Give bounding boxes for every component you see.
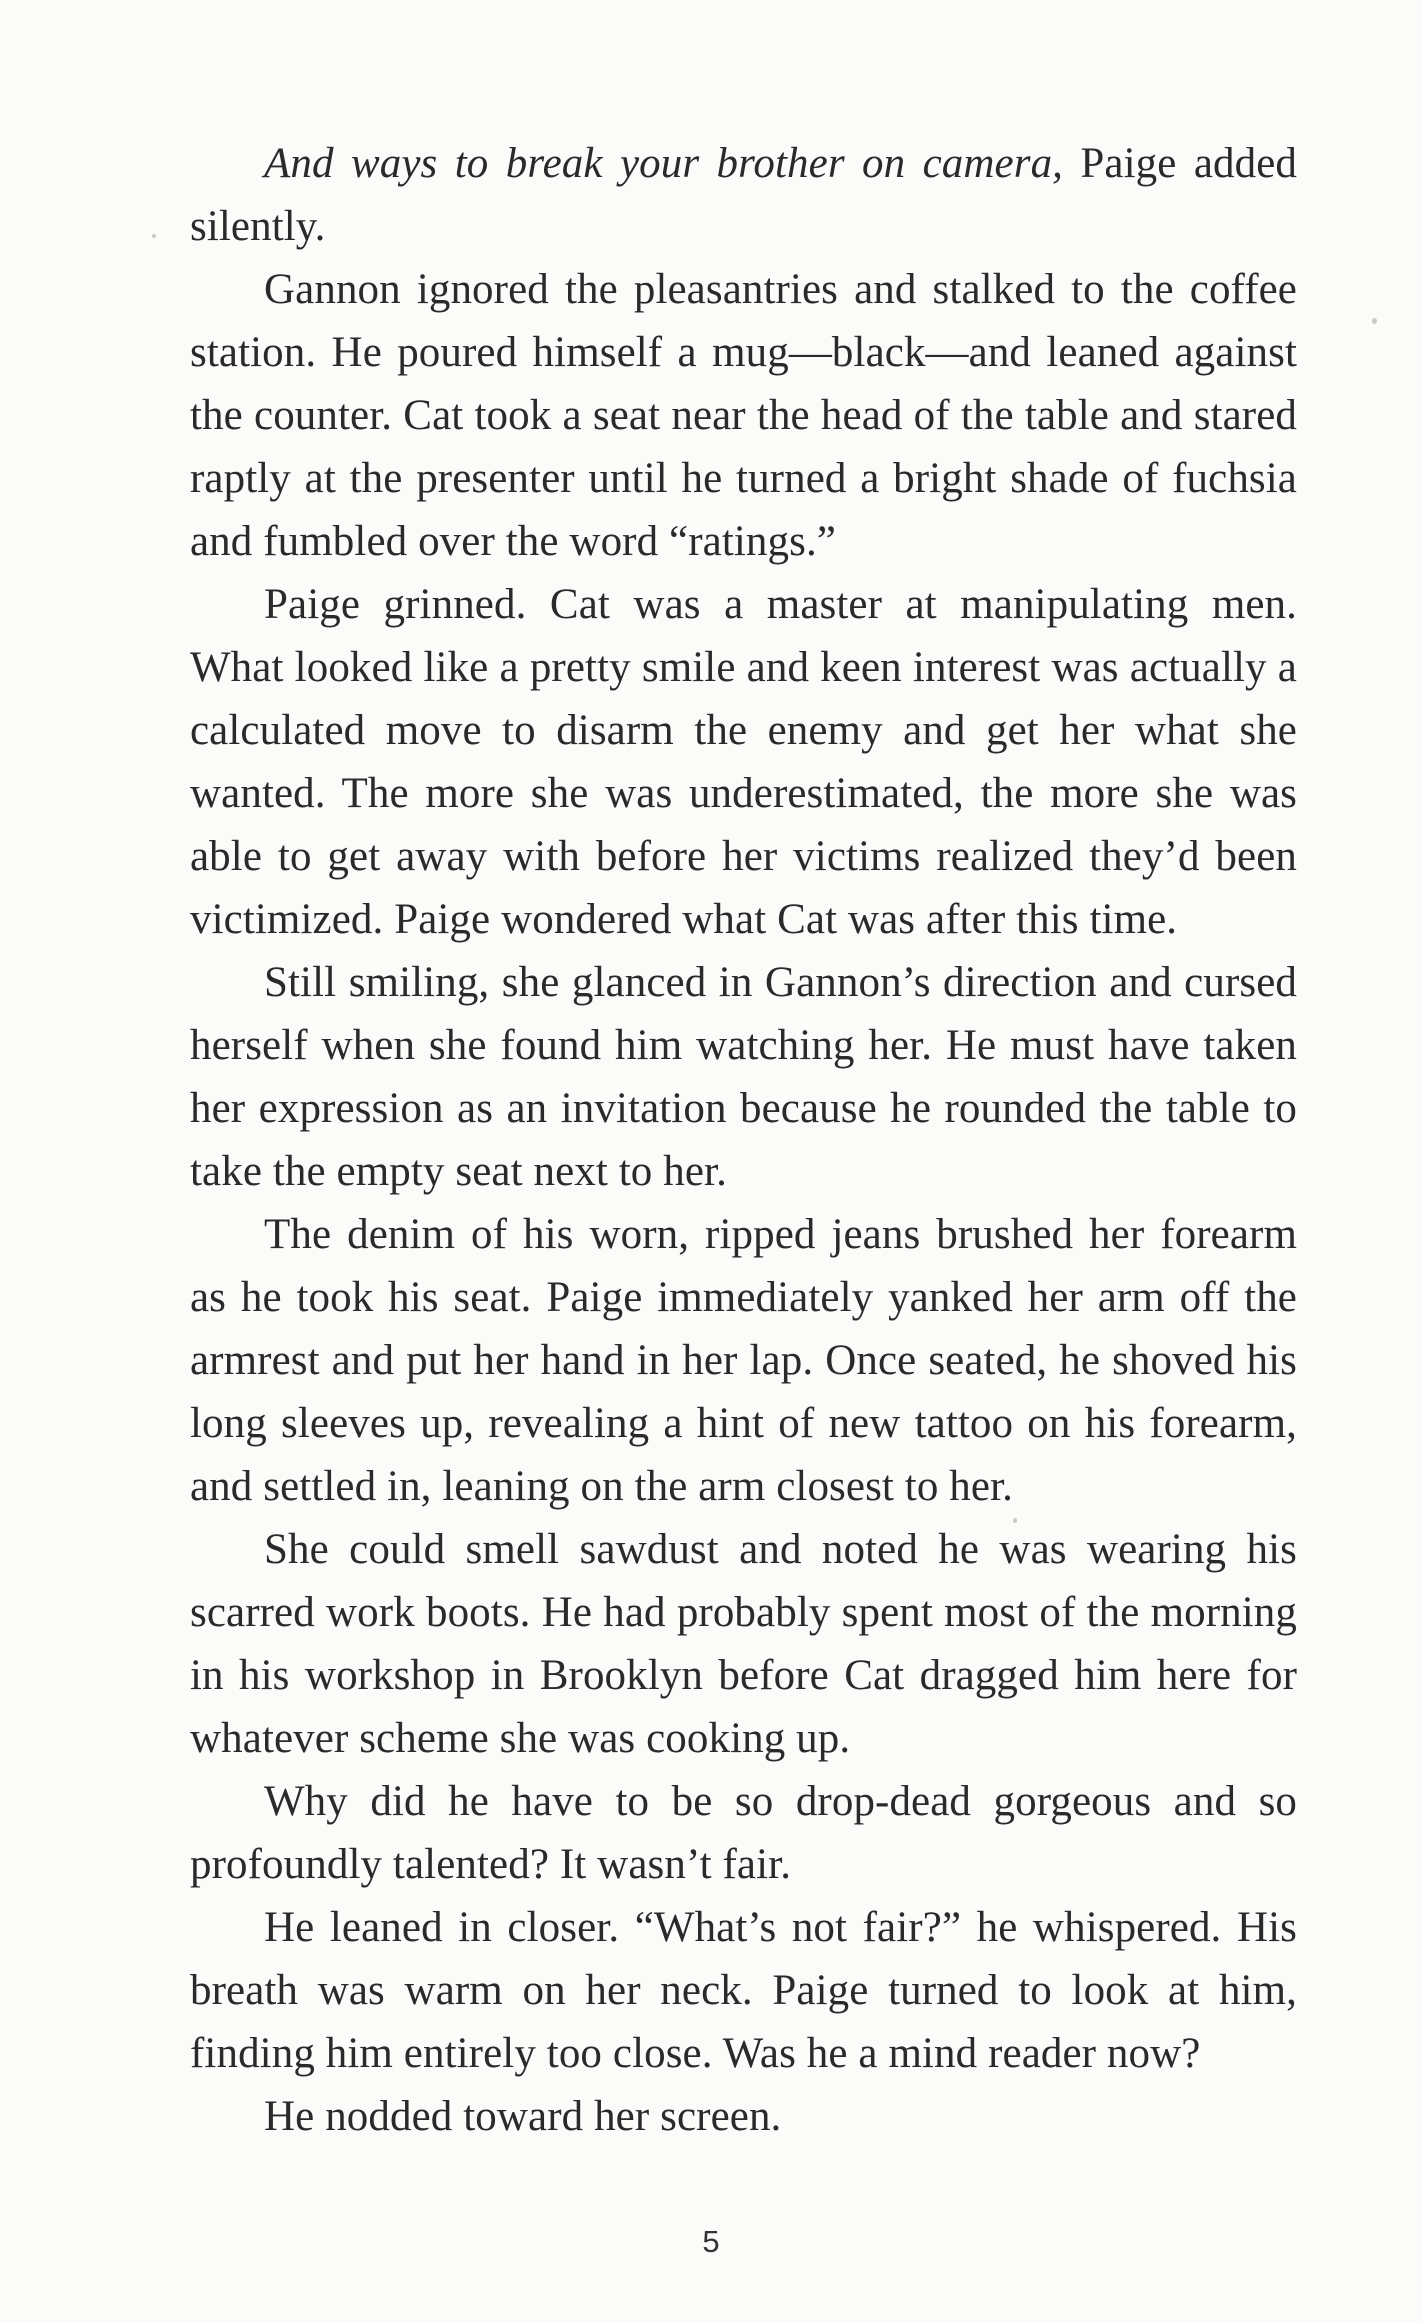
paragraph (190, 1896, 1297, 2085)
paragraph (190, 132, 1297, 258)
paragraph (190, 573, 1297, 951)
scan-speck (1372, 318, 1377, 324)
paragraph (190, 1203, 1297, 1518)
paragraph (190, 258, 1297, 573)
paragraph-text: Paige grinned. Cat was a master at manipulating men. What looked like a pretty smile and keen interest was actually a calculated move to disarm the enemy and get her what she wanted. The more she was underestimated, the more she was able to get away with before her victims realized they’d been victimized. Paige wondered what Cat was after this time. (190, 581, 1297, 943)
chapter-text (190, 132, 1297, 2148)
paragraph-text: He nodded toward her screen. (264, 2093, 782, 2140)
paragraph-text: Gannon ignored the pleasantries and stalked to the coffee station. He poured himself a mug—black—and leaned against the counter. Cat took a seat near the head of the table and stared raptly at the presenter until he turned a bright shade of fuchsia and fumbled over the word “ratings.” (190, 266, 1297, 565)
paragraph (190, 951, 1297, 1203)
scan-speck (152, 234, 156, 238)
page-number: 5 (702, 2224, 720, 2259)
italic-phrase: And ways to break your brother on camera, (264, 140, 1064, 187)
paragraph-text: Paige added silently. (190, 140, 1297, 250)
paragraph-text: Why did he have to be so drop-dead gorgeous and so profoundly talented? It wasn’t fair. (190, 1778, 1297, 1888)
paragraph-text: She could smell sawdust and noted he was wearing his scarred work boots. He had probably spent most of the morning in his workshop in Brooklyn before Cat dragged him here for whatever scheme she was cooking up. (190, 1526, 1297, 1762)
paragraph (190, 1770, 1297, 1896)
paragraph-text: The denim of his worn, ripped jeans brushed her forearm as he took his seat. Paige immediately yanked her arm off the armrest and put her hand in her lap. Once seated, he shoved his long sleeves up, revealing a hint of new tattoo on his forearm, and settled in, leaning on the arm closest to her. (190, 1211, 1297, 1510)
paragraph-text: Still smiling, she glanced in Gannon’s direction and cursed herself when she found him watching her. He must have taken her expression as an invitation because he rounded the table to take the empty seat next to her. (190, 959, 1297, 1195)
paragraph (190, 1518, 1297, 1770)
paragraph-text: He leaned in closer. “What’s not fair?” he whispered. His breath was warm on her neck. Paige turned to look at him, finding him entirely too close. Was he a mind reader now? (190, 1904, 1297, 2077)
paragraph (190, 2085, 1297, 2148)
